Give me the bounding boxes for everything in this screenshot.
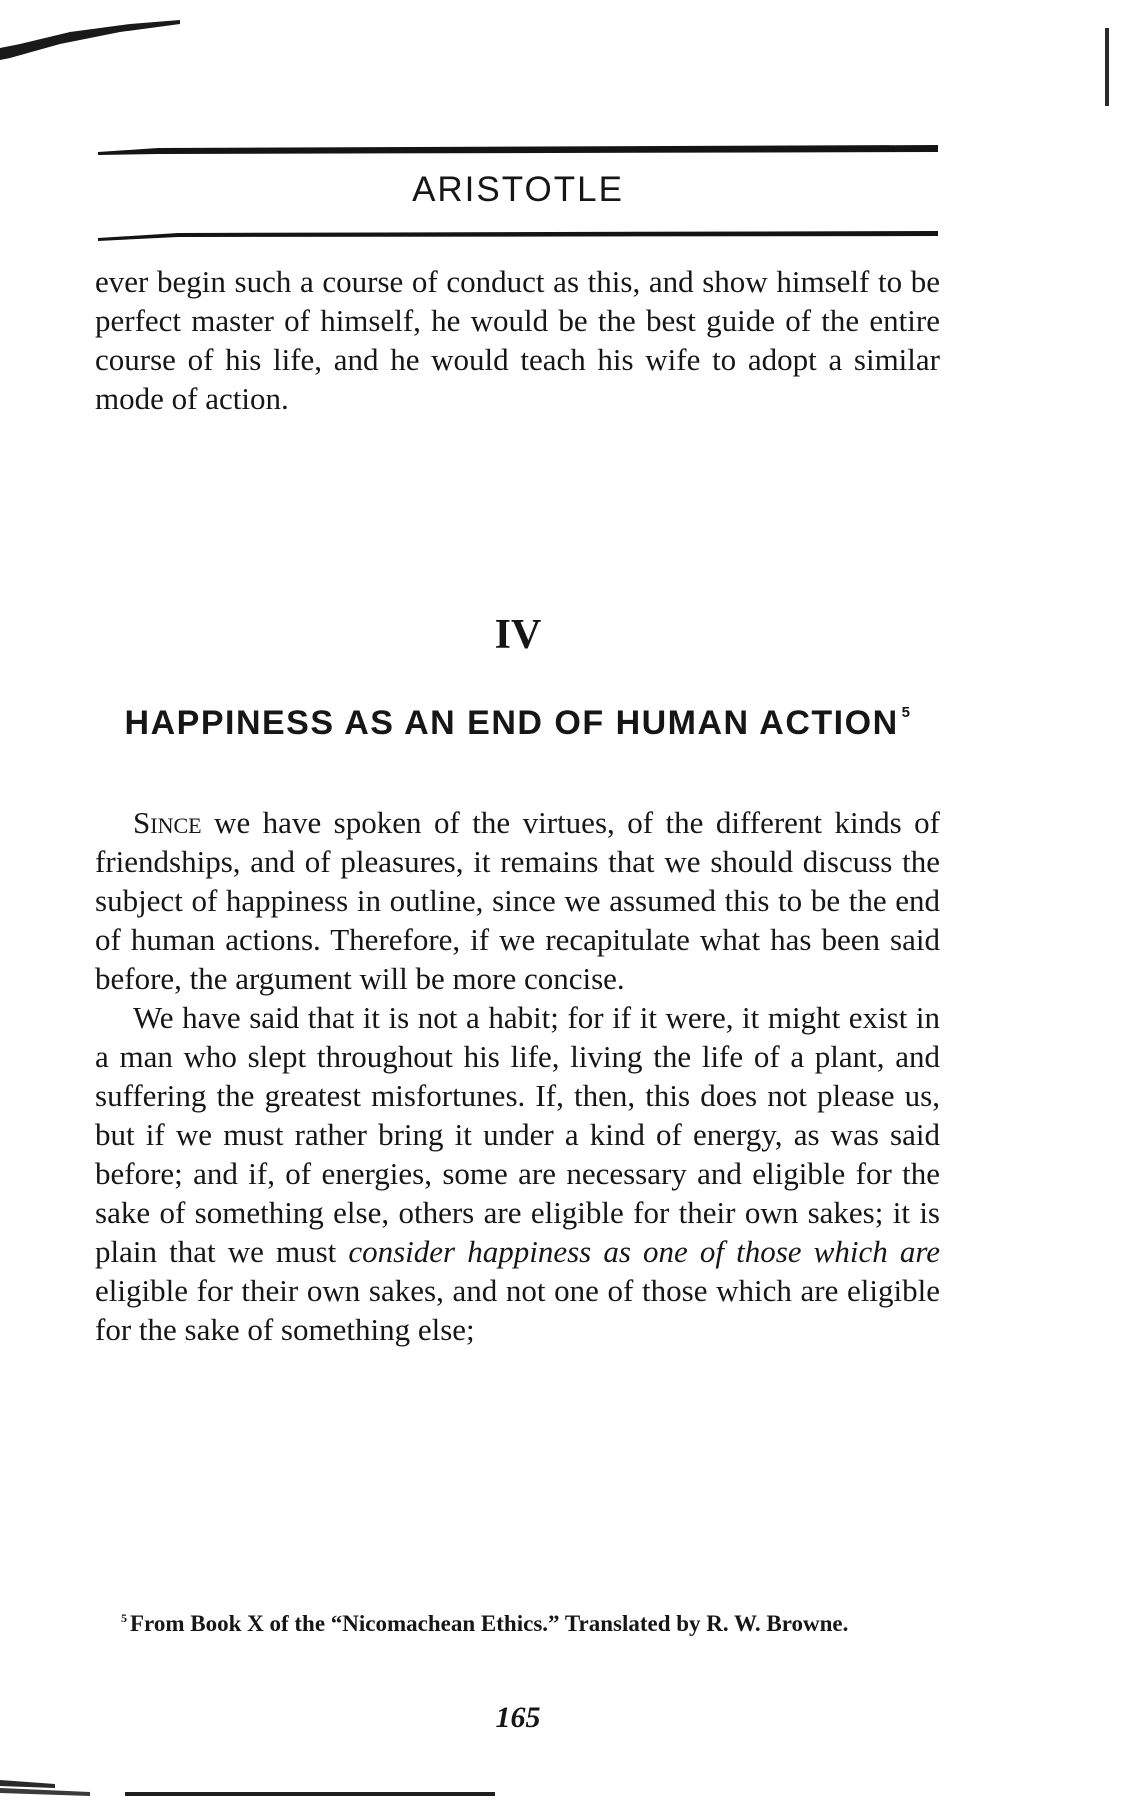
body-text: [95, 803, 940, 1349]
footnote-paragraph: [95, 1603, 940, 1639]
scan-edge-artifact-bottom: [0, 1778, 500, 1800]
paragraph-2-text-a: We have said that it is not a habit; for if it were, it might exist in a man who slept throughout his life, living the life of a plant, and suffering the greatest misfortunes. If, then, this does not please us, but if we must rather bring it under a kind of energy, as was said before; and if, of energies, some are necessary and eligible for the sake of something else, others are eligible for their own sakes; it is plain that we must: [95, 1000, 940, 1269]
header-rule-bottom: [98, 226, 938, 242]
chapter-footnote-marker: 5: [901, 704, 912, 721]
footnote-marker: 5: [121, 1611, 127, 1625]
scan-edge-artifact-right: [1105, 28, 1109, 106]
chapter-title: [98, 692, 938, 744]
continuation-paragraph: [95, 262, 940, 418]
footnote: [95, 1603, 940, 1639]
header-rule-top: [98, 140, 938, 156]
running-head: ARISTOTLE: [412, 170, 624, 209]
page-number: 165: [495, 1701, 541, 1734]
footnote-text: From Book X of the “Nicomachean Ethics.” Translated by R. W. Browne.: [130, 1611, 849, 1636]
paragraph-1: [95, 803, 940, 998]
scan-edge-artifact-top: [0, 18, 190, 60]
continuation-text: ever begin such a course of conduct as this, and show himself to be perfect master of himself, he would be the best guide of the entire course of his life, and he would teach his wife to adopt a similar mode of action.: [95, 264, 940, 416]
paragraph-1-lead-word: Since: [133, 805, 202, 840]
paragraph-2-italic: consider happiness as one of those which are: [348, 1234, 940, 1269]
paragraph-2: [95, 998, 940, 1349]
chapter-title-text: HAPPINESS AS AN END OF HUMAN ACTION: [124, 704, 899, 742]
paragraph-2-text-b: eligible for their own sakes, and not one of those which are eligible for the sake of something else;: [95, 1273, 940, 1347]
chapter-number: IV: [494, 612, 542, 658]
paragraph-1-text: we have spoken of the virtues, of the different kinds of friendships, and of pleasures, it remains that we should discuss the subject of happiness in outline, since we assumed this to be the end of human actions. Therefore, if we recapitulate what has been said before, the argument will be more concise.: [95, 805, 940, 996]
